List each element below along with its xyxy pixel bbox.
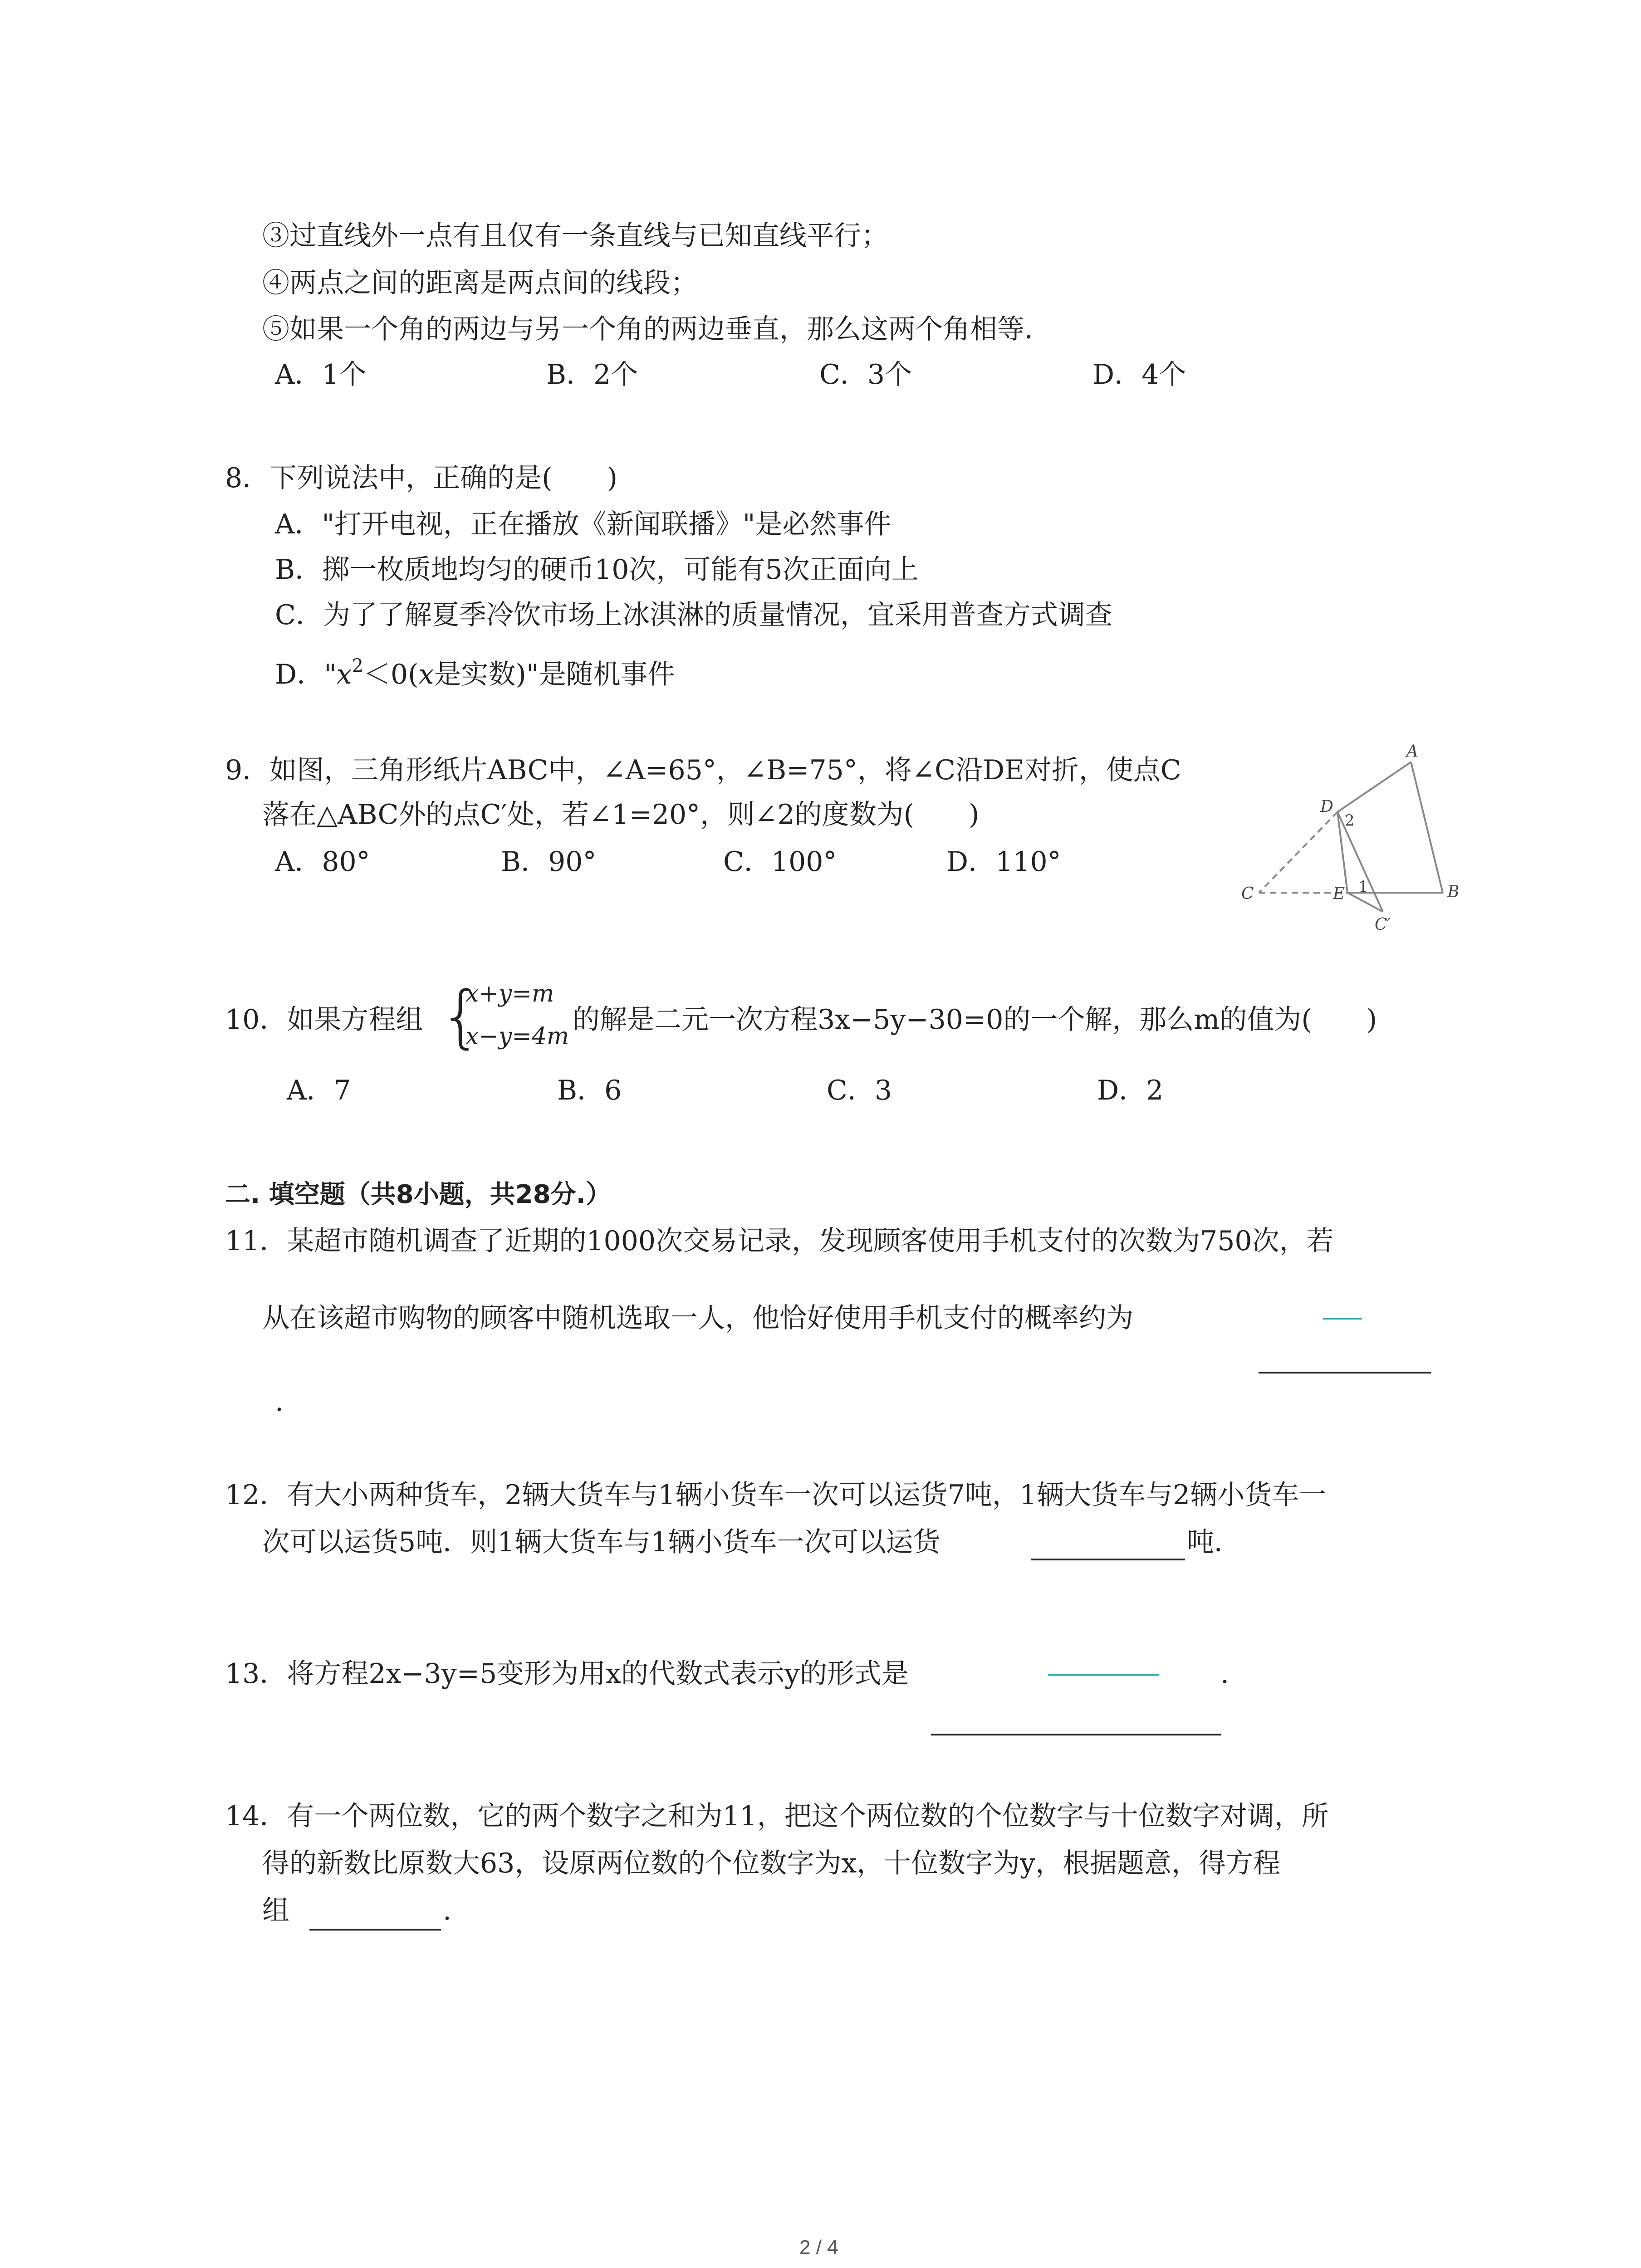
label-E: E [1333, 885, 1345, 903]
q10-option-d: D．2 [1097, 1075, 1164, 1106]
q9-option-b: B．90° [501, 846, 597, 878]
q10-option-b: B．6 [557, 1075, 622, 1106]
q14-line-3: 组 [262, 1895, 289, 1926]
q14-answer-blank[interactable] [309, 1929, 441, 1931]
q12-line-1: 12．有大小两种货车，2辆大货车与1辆小货车一次可以运货7吨，1辆大货车与2辆小货车一 [225, 1479, 1327, 1511]
q12-answer-blank[interactable] [1031, 1559, 1185, 1560]
q7-option-a: A．1个 [275, 359, 367, 391]
q8-option-d-mid: ＜0( [363, 659, 419, 690]
q13-line: 13．将方程2x−3y=5变形为用x的代数式表示y的形式是 [225, 1658, 909, 1690]
dashed-DC [1259, 812, 1337, 893]
q8-option-d-exponent: 2 [352, 655, 363, 676]
q12-line-2-end: 吨． [1187, 1526, 1241, 1558]
q14-line-1: 14．有一个两位数，它的两个数字之和为11，把这个两位数的个位数字与十位数字对调，所 [225, 1800, 1329, 1832]
q9-triangle-figure [1239, 735, 1474, 934]
q14-line-2: 得的新数比原数大63，设原两位数的个位数字为x，十位数字为y，根据题意，得方程 [262, 1848, 1281, 1879]
q11-line-2: 从在该超市购物的顾客中随机选取一人，他恰好使用手机支付的概率约为 [262, 1302, 1133, 1334]
q10-option-c: C．3 [827, 1075, 892, 1106]
q7-item-3: ③过直线外一点有且仅有一条直线与已知直线平行； [262, 220, 888, 252]
side-AD [1337, 762, 1411, 812]
q11-line-1: 11．某超市随机调查了近期的1000次交易记录，发现顾客使用手机支付的次数为750次，若 [225, 1225, 1334, 1257]
q7-option-b: B．2个 [546, 359, 638, 391]
q8-option-d [275, 648, 675, 693]
q8-option-b: B．掷一枚质地均匀的硬币10次，可能有5次正面向上 [275, 554, 919, 586]
q9-option-c: C．100° [723, 846, 837, 878]
q7-option-d: D．4个 [1092, 359, 1186, 391]
q7-item-5: ⑤如果一个角的两边与另一个角的两边垂直，那么这两个角相等． [262, 313, 1052, 345]
q8-option-a: A．"打开电视，正在播放《新闻联播》"是必然事件 [275, 508, 892, 540]
q7-option-c: C．3个 [819, 359, 912, 391]
q10-brace: { [439, 977, 483, 1056]
side-AB [1411, 762, 1443, 893]
q9-line-2: 落在△ABC外的点C′处，若∠1=20°，则∠2的度数为( ) [262, 799, 980, 831]
label-A: A [1406, 742, 1418, 761]
q14-line-3-end: . [443, 1895, 452, 1926]
q8-stem: 8．下列说法中，正确的是( ) [225, 462, 617, 494]
q10-eq2: x−y=4m [465, 1023, 569, 1050]
label-D: D [1320, 797, 1333, 816]
q8-option-c: C．为了了解夏季冷饮市场上冰淇淋的质量情况，宜采用普查方式调查 [275, 599, 1112, 631]
label-B: B [1447, 883, 1460, 901]
q8-option-d-prefix: D．" [275, 659, 337, 690]
q10-eq1: x+y=m [465, 980, 554, 1007]
q9-option-d: D．110° [946, 846, 1061, 878]
q10-prefix: 10．如果方程组 [225, 1004, 423, 1036]
q9-line-1: 9．如图，三角形纸片ABC中，∠A=65°，∠B=75°，将∠C沿DE对折，使点C [225, 754, 1181, 786]
section-2-title: 二. 填空题（共8小题，共28分.） [225, 1180, 611, 1209]
q8-option-d-var2: x [418, 659, 434, 690]
q8-option-d-var: x [336, 659, 352, 690]
q13-answer-blank[interactable] [931, 1734, 1221, 1735]
q11-answer-mark [1323, 1318, 1362, 1320]
q12-line-2: 次可以运货5吨．则1辆大货车与1辆小货车一次可以运货 [262, 1526, 941, 1558]
page-number: 2 / 4 [799, 2236, 838, 2258]
q10-option-a: A．7 [287, 1075, 351, 1106]
q13-answer-mark [1048, 1674, 1159, 1676]
label-C: C [1241, 885, 1254, 903]
q9-option-a: A．80° [275, 846, 370, 878]
label-angle-2: 2 [1345, 811, 1355, 830]
q11-answer-blank[interactable] [1259, 1372, 1431, 1374]
q11-end-dot: . [275, 1386, 284, 1418]
label-angle-1: 1 [1358, 878, 1368, 896]
q8-option-d-suffix: 是实数)"是随机事件 [434, 659, 675, 690]
q13-end-dot: . [1220, 1658, 1230, 1690]
q10-suffix: 的解是二元一次方程3x−5y−30=0的一个解，那么m的值为( ) [573, 1004, 1377, 1036]
label-C-prime: C′ [1375, 915, 1391, 934]
q7-item-4: ④两点之间的距离是两点间的线段； [262, 267, 698, 299]
